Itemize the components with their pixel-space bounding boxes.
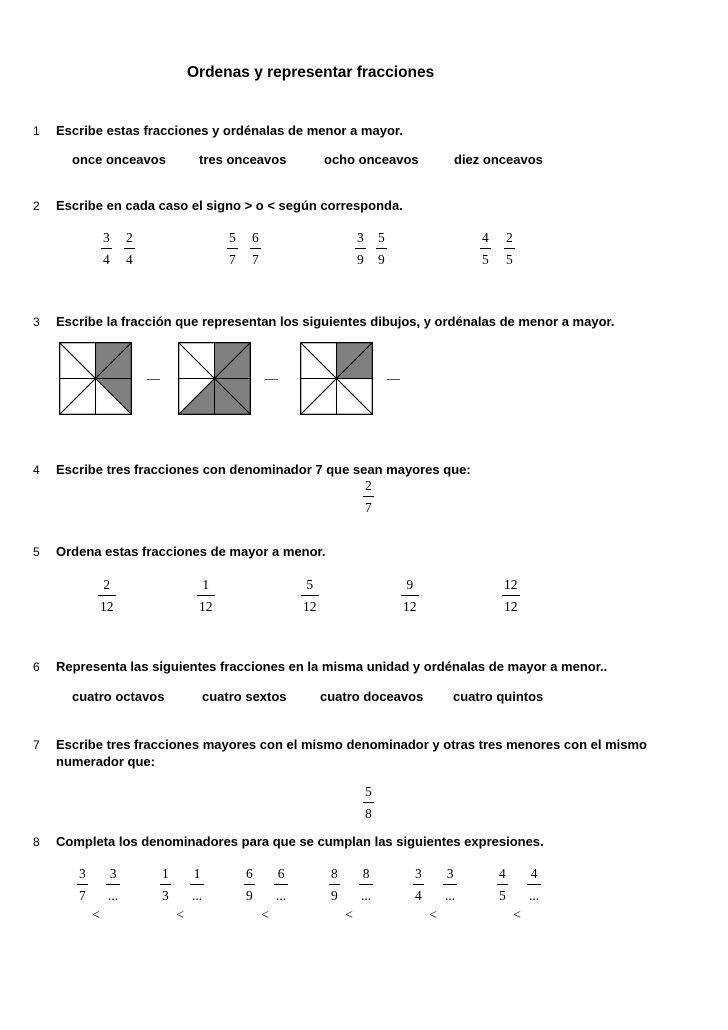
- fraction: [124, 231, 135, 266]
- fraction: [101, 231, 112, 266]
- denominator: 5: [482, 251, 489, 267]
- fraction: [355, 231, 366, 266]
- comparison-sign: <: [429, 908, 437, 923]
- denominator: 7: [79, 887, 86, 903]
- denominator: ...: [361, 887, 372, 903]
- option-item: cuatro sextos: [202, 689, 287, 704]
- question-text: Escribe tres fracciones con denominador 7 que sean mayores que:: [56, 462, 471, 477]
- fraction: [413, 867, 424, 902]
- numerator: 2: [506, 230, 513, 245]
- answer-blank: [387, 379, 400, 380]
- denominator: 7: [252, 251, 259, 267]
- fraction: [77, 867, 88, 902]
- option-item: diez onceavos: [454, 152, 543, 167]
- numerator: 8: [331, 866, 338, 881]
- denominator: 3: [162, 887, 169, 903]
- fraction-drawing: [59, 342, 132, 415]
- numerator: 3: [109, 866, 117, 881]
- denominator: 5: [506, 251, 513, 267]
- question-number: 7: [33, 738, 40, 752]
- numerator: 6: [277, 866, 285, 881]
- numerator: 12: [504, 577, 518, 592]
- comparison-sign: <: [261, 908, 269, 923]
- numerator: 1: [193, 866, 201, 881]
- fraction: [329, 867, 340, 902]
- question-number: 8: [33, 835, 40, 849]
- question-text-line1: Escribe tres fracciones mayores con el mismo denominador y otras tres menores con el mismo: [56, 737, 647, 752]
- fraction: [160, 867, 171, 902]
- denominator: 9: [378, 251, 385, 267]
- answer-blank: [147, 379, 160, 380]
- fraction: [502, 578, 520, 613]
- option-item: tres onceavos: [199, 152, 287, 167]
- numerator: 6: [246, 866, 253, 881]
- denominator: ...: [108, 887, 119, 903]
- comparison-sign: <: [345, 908, 353, 923]
- numerator: 2: [103, 577, 111, 592]
- denominator: 12: [504, 598, 518, 614]
- numerator: 5: [306, 577, 314, 592]
- fraction: [376, 231, 387, 266]
- fraction-drawing: [178, 342, 251, 415]
- denominator: ...: [276, 887, 287, 903]
- numerator: 3: [357, 230, 364, 245]
- question-number: 5: [33, 545, 40, 559]
- denominator: 9: [246, 887, 253, 903]
- fraction: [363, 785, 374, 820]
- numerator: 1: [162, 866, 169, 881]
- fraction: [106, 867, 120, 902]
- fraction: [98, 578, 116, 613]
- fraction: [401, 578, 419, 613]
- fraction: [363, 479, 374, 514]
- fraction: [250, 231, 261, 266]
- fraction: [244, 867, 255, 902]
- question-number: 2: [33, 199, 40, 213]
- option-item: once onceavos: [72, 152, 166, 167]
- question-text: Ordena estas fracciones de mayor a menor.: [56, 544, 326, 559]
- answer-blank: [265, 379, 278, 380]
- question-text: Escribe estas fracciones y ordénalas de menor a mayor.: [56, 123, 403, 138]
- question-number: 4: [33, 463, 40, 477]
- denominator: 12: [303, 598, 317, 614]
- numerator: 5: [378, 230, 385, 245]
- denominator: 9: [331, 887, 338, 903]
- numerator: 9: [406, 577, 414, 592]
- denominator: 5: [499, 887, 506, 903]
- numerator: 2: [365, 478, 372, 493]
- question-text: Escribe la fracción que representan los siguientes dibujos, y ordénalas de menor a mayor.: [56, 314, 615, 329]
- denominator: 12: [100, 598, 114, 614]
- fraction: [504, 231, 515, 266]
- option-item: cuatro quintos: [453, 689, 544, 704]
- numerator: 3: [103, 230, 110, 245]
- question-number: 6: [33, 660, 40, 674]
- denominator: 7: [365, 499, 372, 515]
- denominator: 9: [357, 251, 364, 267]
- numerator: 6: [252, 230, 259, 245]
- fraction: [227, 231, 238, 266]
- denominator: ...: [529, 887, 540, 903]
- fraction: [527, 867, 541, 902]
- denominator: ...: [192, 887, 203, 903]
- numerator: 8: [362, 866, 370, 881]
- denominator: 4: [126, 251, 133, 267]
- denominator: 4: [415, 887, 422, 903]
- numerator: 5: [229, 230, 236, 245]
- question-text: Representa las siguientes fracciones en la misma unidad y ordénalas de mayor a menor..: [56, 659, 608, 674]
- denominator: ...: [445, 887, 456, 903]
- question-text-line2: numerador que:: [56, 754, 155, 769]
- fraction: [443, 867, 457, 902]
- denominator: 12: [199, 598, 213, 614]
- numerator: 5: [365, 784, 372, 799]
- fraction: [301, 578, 319, 613]
- fraction: [480, 231, 491, 266]
- numerator: 4: [530, 866, 538, 881]
- fraction-drawing: [300, 342, 373, 415]
- denominator: 4: [103, 251, 110, 267]
- question-number: 3: [33, 315, 40, 329]
- fraction: [359, 867, 373, 902]
- numerator: 3: [415, 866, 422, 881]
- option-item: cuatro doceavos: [320, 689, 424, 704]
- denominator: 12: [403, 598, 417, 614]
- numerator: 3: [79, 866, 86, 881]
- denominator: 7: [229, 251, 236, 267]
- numerator: 4: [482, 230, 489, 245]
- question-text: Completa los denominadores para que se cumplan las siguientes expresiones.: [56, 834, 544, 849]
- option-item: ocho onceavos: [324, 152, 419, 167]
- fraction: [197, 578, 215, 613]
- comparison-sign: <: [176, 908, 184, 923]
- page-title: Ordenas y representar fracciones: [187, 64, 435, 81]
- comparison-sign: <: [513, 908, 521, 923]
- fraction: [274, 867, 288, 902]
- denominator: 8: [365, 805, 372, 821]
- numerator: 2: [126, 230, 133, 245]
- comparison-sign: <: [92, 908, 100, 923]
- option-item: cuatro octavos: [72, 689, 165, 704]
- fraction: [190, 867, 204, 902]
- question-text: Escribe en cada caso el signo > o < según corresponda.: [56, 198, 403, 213]
- numerator: 1: [202, 577, 210, 592]
- question-number: 1: [33, 124, 40, 138]
- fraction: [497, 867, 508, 902]
- numerator: 3: [446, 866, 454, 881]
- numerator: 4: [499, 866, 506, 881]
